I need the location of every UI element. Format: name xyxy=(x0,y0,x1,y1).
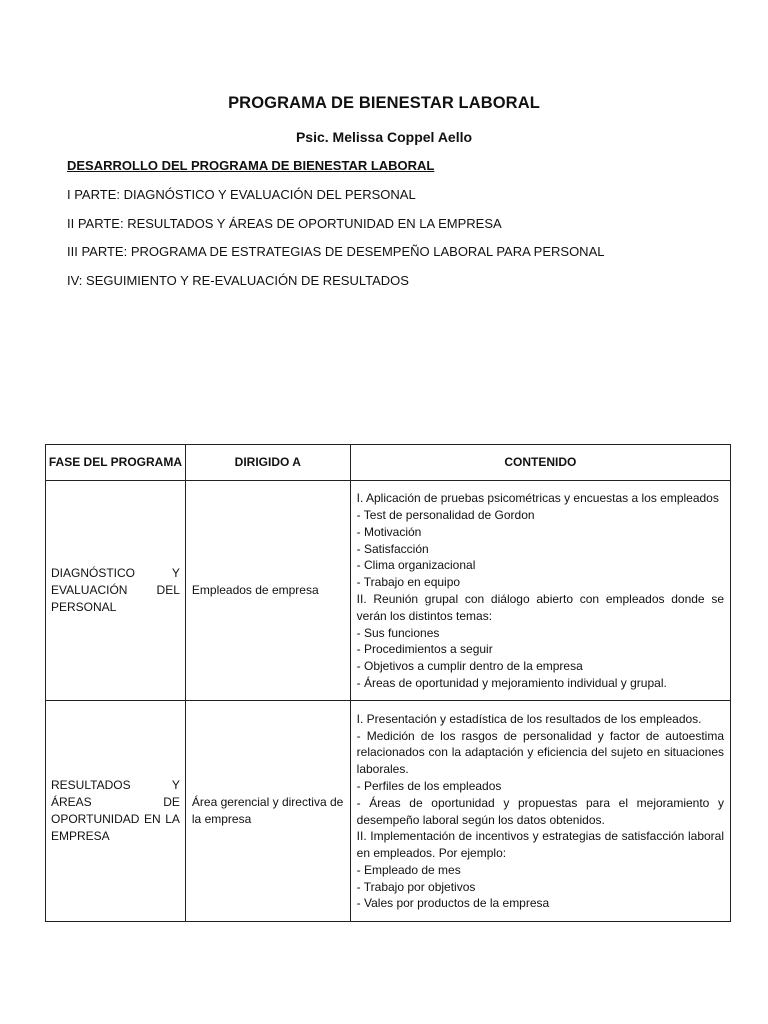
content-line: - Sus funciones xyxy=(356,625,440,640)
table-header-row xyxy=(46,445,731,481)
row-2-target: Área gerencial y directiva de la empresa xyxy=(185,701,350,922)
content-line: II. Implementación de incentivos y estrategias de satisfacción laboral en empleados. Por ejemplo: xyxy=(356,829,724,861)
content-line: - Empleado de mes xyxy=(356,862,461,877)
content-line: - Satisfacción xyxy=(356,541,429,556)
program-parts-list xyxy=(67,186,604,300)
content-line: I. Aplicación de pruebas psicométricas y encuestas a los empleados xyxy=(356,491,719,506)
content-line: - Procedimientos a seguir xyxy=(356,642,493,657)
part-item-4: IV: SEGUIMIENTO Y RE-EVALUACIÓN DE RESULTADOS xyxy=(67,272,409,288)
content-line: - Test de personalidad de Gordon xyxy=(356,508,535,523)
content-line: - Medición de los rasgos de personalidad y factor de autoestima relacionados con la adaptación y eficiencia del sujeto en situaciones laborales. xyxy=(356,728,724,777)
content-line: - Clima organizacional xyxy=(356,558,476,573)
content-line: II. Reunión grupal con diálogo abierto con empleados donde se verán los distintos temas: xyxy=(356,592,724,623)
content-line: - Vales por productos de la empresa xyxy=(356,896,550,911)
program-table xyxy=(45,444,731,922)
part-item-1: I PARTE: DIAGNÓSTICO Y EVALUACIÓN DEL PERSONAL xyxy=(67,187,416,202)
document-title: PROGRAMA DE BIENESTAR LABORAL xyxy=(228,94,540,112)
part-item-3: III PARTE: PROGRAMA DE ESTRATEGIAS DE DESEMPEÑO LABORAL PARA PERSONAL xyxy=(67,244,605,259)
table-row xyxy=(46,481,731,701)
content-line: - Trabajo por objetivos xyxy=(356,879,476,894)
document-author: Psic. Melissa Coppel Aello xyxy=(295,129,473,145)
header-content: CONTENIDO xyxy=(350,445,730,481)
content-line: - Áreas de oportunidad y mejoramiento individual y grupal. xyxy=(356,675,667,690)
part-item-2: II PARTE: RESULTADOS Y ÁREAS DE OPORTUNIDAD EN LA EMPRESA xyxy=(67,215,502,231)
row-1-phase: DIAGNÓSTICO Y EVALUACIÓN DEL PERSONAL xyxy=(46,481,186,701)
header-target: DIRIGIDO A xyxy=(185,445,350,481)
row-1-content xyxy=(350,481,730,701)
section-heading: DESARROLLO DEL PROGRAMA DE BIENESTAR LABORAL xyxy=(67,158,435,173)
row-2-phase: RESULTADOS Y ÁREAS DE OPORTUNIDAD EN LA EMPRESA xyxy=(46,701,186,922)
content-line: - Áreas de oportunidad y propuestas para el mejoramiento y desempeño laboral según los datos obtenidos. xyxy=(356,795,724,827)
header-phase: FASE DEL PROGRAMA xyxy=(46,445,186,481)
content-line: I. Presentación y estadística de los resultados de los empleados. xyxy=(356,711,702,726)
table-row xyxy=(46,701,731,922)
content-line: - Objetivos a cumplir dentro de la empresa xyxy=(356,659,583,674)
row-1-target: Empleados de empresa xyxy=(185,481,350,701)
content-line: - Motivación xyxy=(356,524,422,539)
content-line: - Perfiles de los empleados xyxy=(356,778,502,793)
content-line: - Trabajo en equipo xyxy=(356,575,461,590)
row-2-content xyxy=(350,701,730,922)
